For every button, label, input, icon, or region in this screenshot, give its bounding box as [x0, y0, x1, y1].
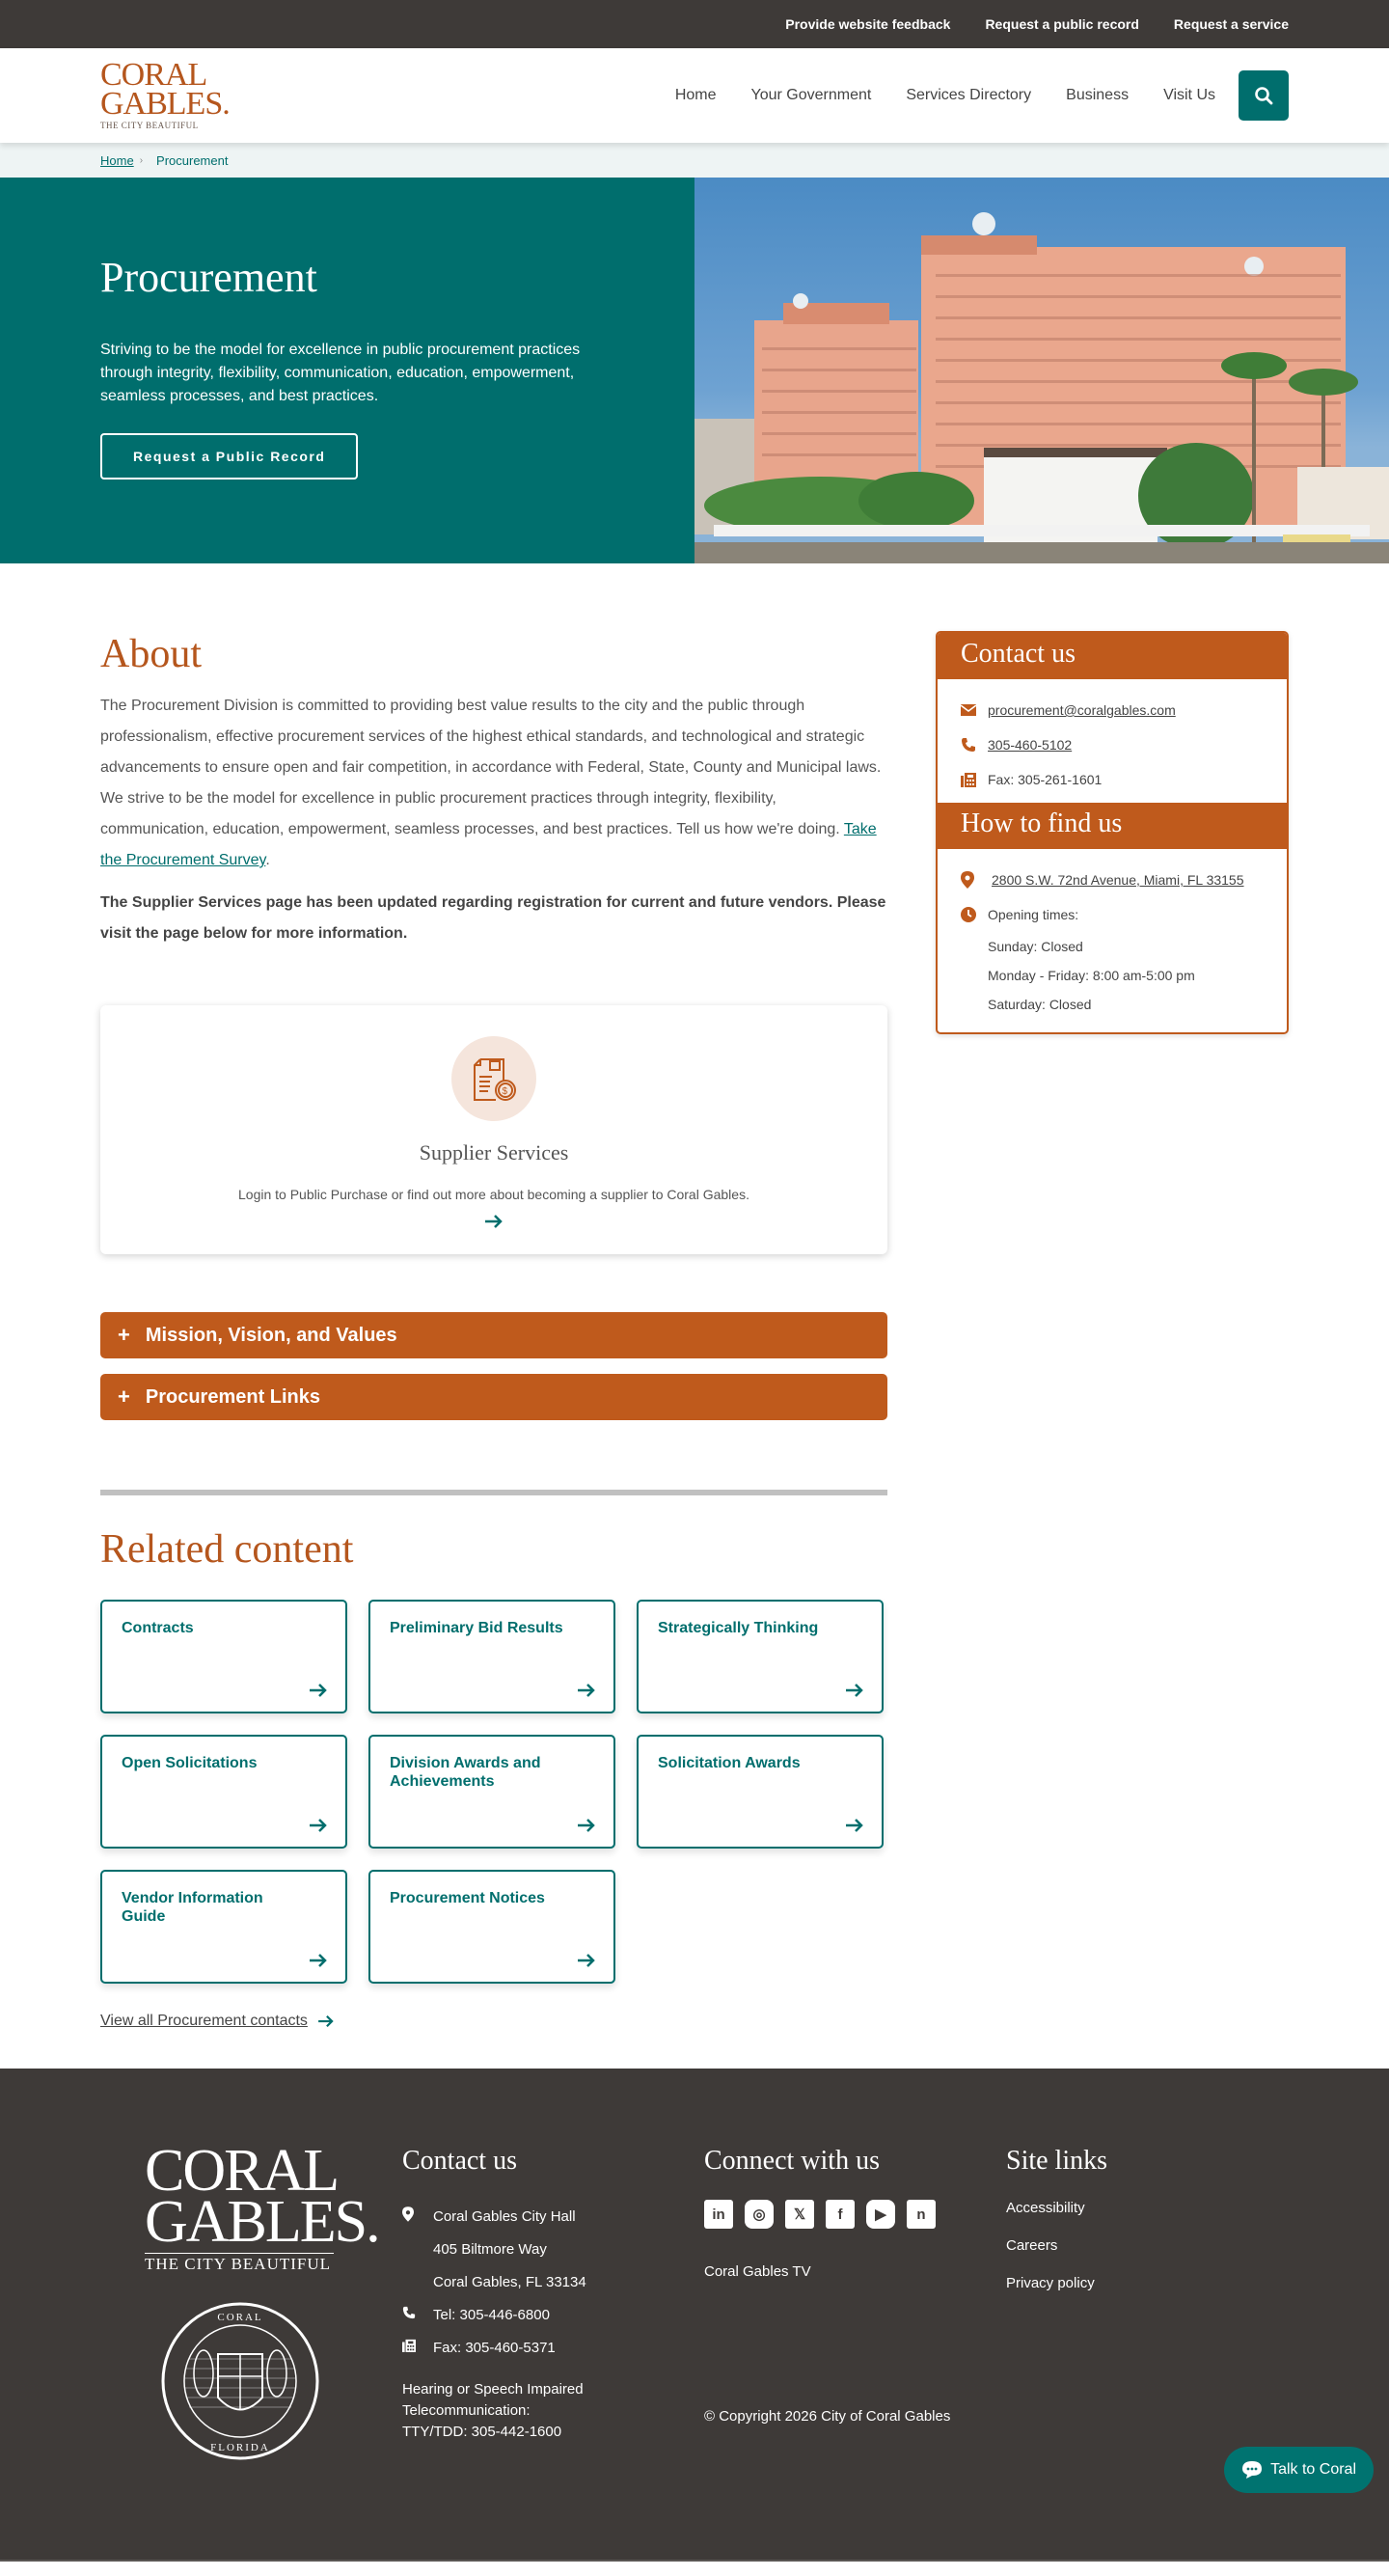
related-card-strategically-thinking[interactable]: [637, 1600, 884, 1713]
contact-phone-row: [961, 727, 1264, 762]
related-card-vendor-information-guide[interactable]: [100, 1870, 347, 1984]
address-line: Coral Gables City Hall: [433, 2207, 576, 2225]
find-us-body: [938, 849, 1287, 1032]
footer: [0, 2069, 1389, 2562]
related-card-title: Solicitation Awards: [658, 1755, 801, 1771]
address-row: [961, 863, 1264, 897]
contact-fax: Fax: 305-261-1601: [988, 772, 1103, 787]
footer-bottom-line: [0, 2560, 1389, 2562]
opening-times-label: Opening times:: [988, 907, 1079, 922]
contact-phone-link[interactable]: 305-460-5102: [988, 737, 1073, 753]
logo-tagline: THE CITY BEAUTIFUL: [100, 120, 199, 130]
hero-image: [694, 178, 1389, 563]
careers-link[interactable]: Careers: [1006, 2237, 1058, 2254]
footer-address-line1: [402, 2200, 704, 2233]
arrow-right-icon: [577, 1818, 596, 1833]
about-text: The Procurement Division is committed to providing best value results to the city and the public through professionalism, effective procurement services of the highest ethical standards, and technological and strategic advancements to ensure open and fair competition, in accordance with Federal, State, County and Municipal laws. We strive to be the model for excellence in public procurement practices through integrity, flexibility, communication, education, empowerment, seamless processes, and best practices. Tell us how we're doing.: [100, 698, 882, 837]
related-card-procurement-notices[interactable]: [368, 1870, 615, 1984]
footer-connect-column: [704, 2146, 1006, 2562]
plus-icon: +: [118, 1384, 130, 1409]
nextdoor-icon[interactable]: n: [907, 2200, 936, 2229]
about-paragraph: [100, 691, 887, 876]
related-card-title: Open Solicitations: [122, 1755, 258, 1771]
contact-fax-row: [961, 762, 1264, 797]
hero: [0, 178, 1389, 563]
main-nav: [640, 70, 1289, 121]
request-public-record-button[interactable]: Request a Public Record: [100, 433, 358, 480]
view-all-contacts-link[interactable]: View all Procurement contacts: [100, 2013, 308, 2029]
social-icons: [704, 2200, 1006, 2229]
supplier-services-card[interactable]: [100, 1005, 887, 1254]
content-area: [0, 563, 1389, 2069]
site-logo[interactable]: [100, 57, 230, 130]
nav-business[interactable]: Business: [1066, 87, 1130, 103]
clock-icon: [961, 907, 988, 922]
related-content-grid: [100, 1600, 887, 1984]
linkedin-icon[interactable]: in: [704, 2200, 733, 2229]
coral-gables-tv-link[interactable]: Coral Gables TV: [704, 2263, 811, 2280]
main-header: [0, 48, 1389, 143]
footer-logo-line1: CORAL: [145, 2138, 339, 2204]
map-pin-icon: [402, 2206, 433, 2226]
tty-line: Telecommunication:: [402, 2402, 531, 2419]
related-card-title: Division Awards and Achievements: [390, 1755, 541, 1790]
arrow-right-icon: [317, 2014, 335, 2028]
related-card-solicitation-awards[interactable]: [637, 1735, 884, 1849]
youtube-icon[interactable]: ▶: [866, 2200, 895, 2229]
related-card-open-solicitations[interactable]: [100, 1735, 347, 1849]
plus-icon: +: [118, 1323, 130, 1347]
arrow-right-icon: [309, 1953, 328, 1968]
invoice-dollar-icon: [467, 1052, 521, 1106]
accordion-procurement-links[interactable]: [100, 1374, 887, 1420]
feedback-link[interactable]: Provide website feedback: [785, 16, 951, 32]
nav-home[interactable]: Home: [674, 87, 717, 103]
breadcrumb-home[interactable]: Home: [100, 152, 134, 168]
nav-services-directory[interactable]: Services Directory: [906, 87, 1032, 103]
public-record-link[interactable]: Request a public record: [985, 16, 1139, 32]
breadcrumb-current: Procurement: [156, 152, 229, 168]
nav-visit-us[interactable]: Visit Us: [1163, 87, 1215, 103]
phone-icon: [961, 737, 988, 753]
opening-times-row: [961, 897, 1264, 932]
hero-photo-illustration: [694, 178, 1389, 563]
main-column: [100, 631, 887, 2069]
logo-line2: GABLES.: [100, 85, 230, 122]
footer-tel: Tel: 305-446-6800: [433, 2306, 550, 2323]
about-suffix: .: [265, 852, 270, 868]
footer-address-line2: 405 Biltmore Way: [433, 2240, 547, 2258]
accordion-label: Procurement Links: [145, 1385, 321, 1408]
hours-sunday: Sunday: Closed: [988, 939, 1083, 954]
tty-info: [402, 2379, 704, 2443]
footer-contact-column: [402, 2146, 704, 2562]
footer-site-links-heading: Site links: [1006, 2146, 1108, 2176]
tty-line: Hearing or Speech Impaired: [402, 2381, 584, 2398]
arrow-right-icon: [577, 1683, 596, 1698]
footer-fax: Fax: 305-460-5371: [433, 2339, 556, 2356]
talk-to-coral-label: Talk to Coral: [1270, 2461, 1356, 2478]
footer-logo-line2: GABLES.: [145, 2188, 379, 2255]
contact-box: [936, 631, 1289, 1034]
related-card-division-awards[interactable]: [368, 1735, 615, 1849]
utility-bar: [0, 0, 1389, 48]
fax-icon: [402, 2339, 433, 2356]
related-content-heading: Related content: [100, 1527, 354, 1572]
page-title: Procurement: [100, 254, 317, 301]
footer-fax-row: [402, 2331, 704, 2364]
contact-email-link[interactable]: procurement@coralgables.com: [988, 702, 1176, 718]
supplier-card-title: Supplier Services: [419, 1140, 569, 1165]
svg-text:CORAL: CORAL: [217, 2311, 263, 2323]
chat-bubble-icon: [1241, 2460, 1263, 2480]
hero-description: Striving to be the model for excellence in public procurement practices through integrity, flexibility, communication, education, empowerment, seamless processes, and best practices.: [100, 342, 581, 404]
nav-your-government[interactable]: Your Government: [750, 87, 872, 103]
svg-text:$: $: [502, 1086, 508, 1097]
arrow-right-icon: [845, 1818, 864, 1833]
hours-weekdays: Monday - Friday: 8:00 am-5:00 pm: [988, 968, 1195, 983]
footer-logo-column: [0, 2138, 402, 2562]
logo-line1: CORAL: [100, 57, 207, 94]
arrow-right-icon: [309, 1683, 328, 1698]
contact-body: [938, 679, 1287, 803]
about-heading: About: [100, 632, 202, 676]
footer-logo-tagline: THE CITY BEAUTIFUL: [145, 2253, 334, 2271]
related-card-title: Procurement Notices: [390, 1890, 545, 1906]
request-service-link[interactable]: Request a service: [1173, 16, 1289, 32]
sidebar: [936, 631, 1289, 2069]
search-button[interactable]: [1239, 70, 1289, 121]
accordion-mission-vision-values[interactable]: [100, 1312, 887, 1358]
x-twitter-icon[interactable]: 𝕏: [785, 2200, 814, 2229]
hero-text-panel: [0, 178, 694, 563]
envelope-icon: [961, 704, 988, 716]
related-card-contracts[interactable]: [100, 1600, 347, 1713]
accessibility-link[interactable]: Accessibility: [1006, 2200, 1085, 2216]
address-link[interactable]: 2800 S.W. 72nd Avenue, Miami, FL 33155: [992, 872, 1244, 888]
city-seal-icon: [160, 2301, 320, 2461]
footer-contact-heading: Contact us: [402, 2146, 517, 2176]
view-all-contacts: [100, 2013, 887, 2069]
section-divider: [100, 1490, 887, 1495]
talk-to-coral-button[interactable]: [1224, 2447, 1374, 2493]
footer-address-line3: Coral Gables, FL 33134: [433, 2273, 586, 2290]
instagram-icon[interactable]: ◎: [745, 2200, 774, 2229]
search-icon: [1254, 86, 1273, 105]
procurement-survey-link[interactable]: Take the Procurement Survey: [100, 821, 877, 868]
supplier-notice: The Supplier Services page has been updated regarding registration for current and future vendors. Please visit the page below for more information.: [100, 894, 886, 942]
contact-email-row: [961, 693, 1264, 727]
supplier-card-description: Login to Public Purchase or find out more about becoming a supplier to Coral Gables.: [238, 1187, 749, 1202]
arrow-right-icon: [577, 1953, 596, 1968]
related-card-preliminary-bid-results[interactable]: [368, 1600, 615, 1713]
related-card-title: Preliminary Bid Results: [390, 1620, 563, 1636]
svg-text:FLORIDA: FLORIDA: [210, 2441, 270, 2453]
chevron-right-icon: ›: [139, 154, 144, 166]
footer-connect-heading: Connect with us: [704, 2146, 880, 2176]
arrow-right-icon: [845, 1683, 864, 1698]
related-card-title: Vendor Information Guide: [122, 1890, 263, 1925]
footer-site-links-column: [1006, 2146, 1308, 2562]
phone-icon: [402, 2306, 433, 2323]
arrow-right-icon: [484, 1214, 504, 1229]
privacy-policy-link[interactable]: Privacy policy: [1006, 2275, 1095, 2291]
tty-line: TTY/TDD: 305-442-1600: [402, 2424, 562, 2440]
related-card-title: Contracts: [122, 1620, 194, 1636]
find-us-heading: How to find us: [938, 803, 1287, 849]
supplier-icon-circle: [451, 1036, 536, 1121]
hours-saturday: Saturday: Closed: [988, 997, 1092, 1012]
footer-tel-row: [402, 2298, 704, 2331]
arrow-right-icon: [309, 1818, 328, 1833]
related-card-title: Strategically Thinking: [658, 1620, 819, 1636]
map-pin-icon: [961, 871, 988, 889]
breadcrumb: [0, 143, 1389, 178]
copyright: © Copyright 2026 City of Coral Gables: [704, 2408, 951, 2425]
accordion-label: Mission, Vision, and Values: [145, 1324, 397, 1346]
footer-logo[interactable]: [145, 2138, 402, 2274]
fax-icon: [961, 772, 988, 787]
contact-heading: Contact us: [938, 633, 1287, 679]
facebook-icon[interactable]: f: [826, 2200, 855, 2229]
